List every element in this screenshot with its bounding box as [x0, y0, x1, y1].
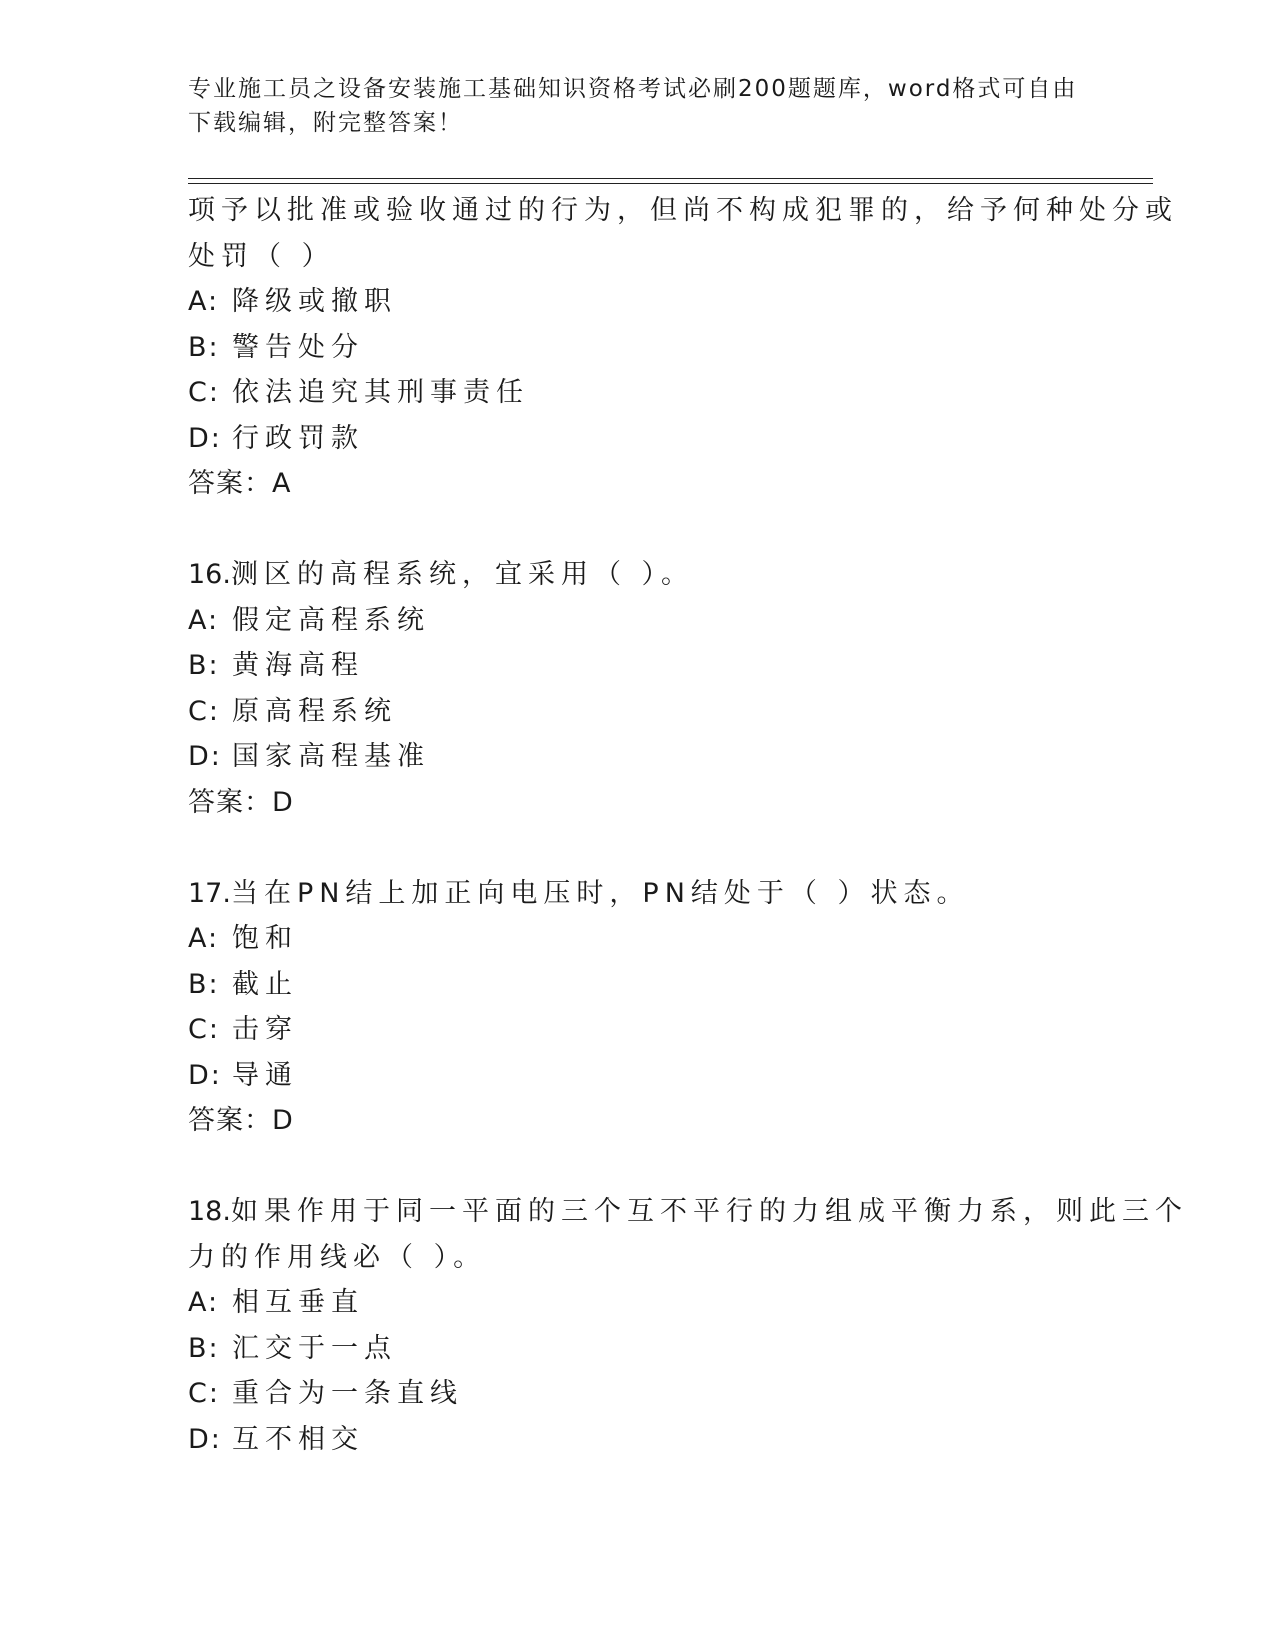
option-text: 警告处分: [232, 331, 364, 363]
option-key: D:: [188, 422, 222, 454]
option-text: 降级或撤职: [232, 286, 397, 317]
option-text: 行政罚款: [232, 422, 364, 454]
option-d: [188, 734, 1088, 780]
option-b: [188, 643, 1088, 689]
question-list: [188, 188, 1188, 1462]
answer-line: 答案：D: [188, 786, 294, 818]
question-16: [188, 552, 1088, 825]
spacer: [188, 825, 1088, 871]
question-text-line: [188, 1189, 1188, 1235]
question-text: 当在PN结上加正向电压时，PN结处于（ ）状态。: [230, 877, 970, 909]
header-title-line-1: 专业施工员之设备安装施工基础知识资格考试必刷200题题库，word格式可自由: [188, 76, 1078, 102]
option-text: 截止: [232, 968, 298, 1000]
option-key: C:: [188, 1378, 220, 1409]
option-c: [188, 689, 1088, 735]
question-15: [188, 188, 1178, 507]
option-text: 黄海高程: [232, 650, 364, 681]
option-text: 互不相交: [232, 1423, 364, 1455]
option-text: 击穿: [232, 1014, 298, 1045]
option-b: [188, 1326, 1088, 1372]
header-divider-top: [188, 178, 1153, 179]
option-c: [188, 1007, 1088, 1053]
question-text-line: 项予以批准或验收通过的行为，但尚不构成犯罪的，给予何种处分或: [188, 195, 1178, 226]
option-b: [188, 325, 1088, 371]
option-key: A:: [188, 1287, 220, 1318]
option-text: 导通: [232, 1059, 298, 1091]
option-key: D:: [188, 1059, 222, 1091]
question-17: [188, 871, 1088, 1144]
option-text: 饱和: [232, 923, 298, 954]
option-d: [188, 1053, 1088, 1099]
option-text: 假定高程系统: [232, 604, 430, 636]
question-text: 如果作用于同一平面的三个互不平行的力组成平衡力系，则此三个: [230, 1196, 1188, 1227]
answer-line: 答案：D: [188, 1105, 294, 1136]
option-key: B:: [188, 968, 220, 1000]
question-text-line: [188, 552, 1088, 598]
option-key: A:: [188, 923, 220, 954]
option-text: 汇交于一点: [232, 1332, 397, 1364]
option-key: D:: [188, 741, 222, 772]
option-text: 原高程系统: [232, 695, 397, 727]
option-a: [188, 279, 1088, 325]
question-text-line: 处罚（ ）: [188, 240, 335, 272]
option-key: C:: [188, 377, 220, 408]
option-key: B:: [188, 331, 220, 363]
option-text: 相互垂直: [232, 1287, 364, 1318]
option-a: [188, 598, 1088, 644]
option-a: [188, 1280, 1088, 1326]
question-number: 16.: [188, 559, 231, 590]
option-key: A:: [188, 286, 220, 317]
option-key: D:: [188, 1423, 222, 1455]
spacer: [188, 1144, 1088, 1190]
option-d: [188, 416, 1088, 462]
question-text: 测区的高程系统，宜采用（ ）。: [230, 559, 695, 590]
option-key: B:: [188, 1332, 220, 1364]
option-text: 国家高程基准: [232, 741, 430, 772]
question-number: 18.: [188, 1196, 231, 1227]
question-text-line: 力的作用线必（ ）。: [188, 1241, 487, 1273]
option-a: [188, 916, 1088, 962]
option-key: C:: [188, 1014, 220, 1045]
question-18: [188, 1189, 1188, 1462]
option-text: 重合为一条直线: [232, 1378, 463, 1409]
header-title-line-2: 下载编辑，附完整答案！: [188, 110, 463, 136]
option-key: A:: [188, 604, 220, 636]
option-key: B:: [188, 650, 220, 681]
header-divider-bottom: [188, 183, 1153, 184]
option-c: [188, 370, 1088, 416]
option-text: 依法追究其刑事责任: [232, 377, 529, 408]
question-number: 17.: [188, 877, 231, 909]
option-c: [188, 1371, 1088, 1417]
spacer: [188, 507, 1088, 553]
answer-line: 答案：A: [188, 468, 292, 499]
option-key: C:: [188, 695, 220, 727]
document-header: [188, 72, 1088, 140]
option-d: [188, 1417, 1088, 1463]
option-b: [188, 962, 1088, 1008]
question-text-line: [188, 871, 1088, 917]
